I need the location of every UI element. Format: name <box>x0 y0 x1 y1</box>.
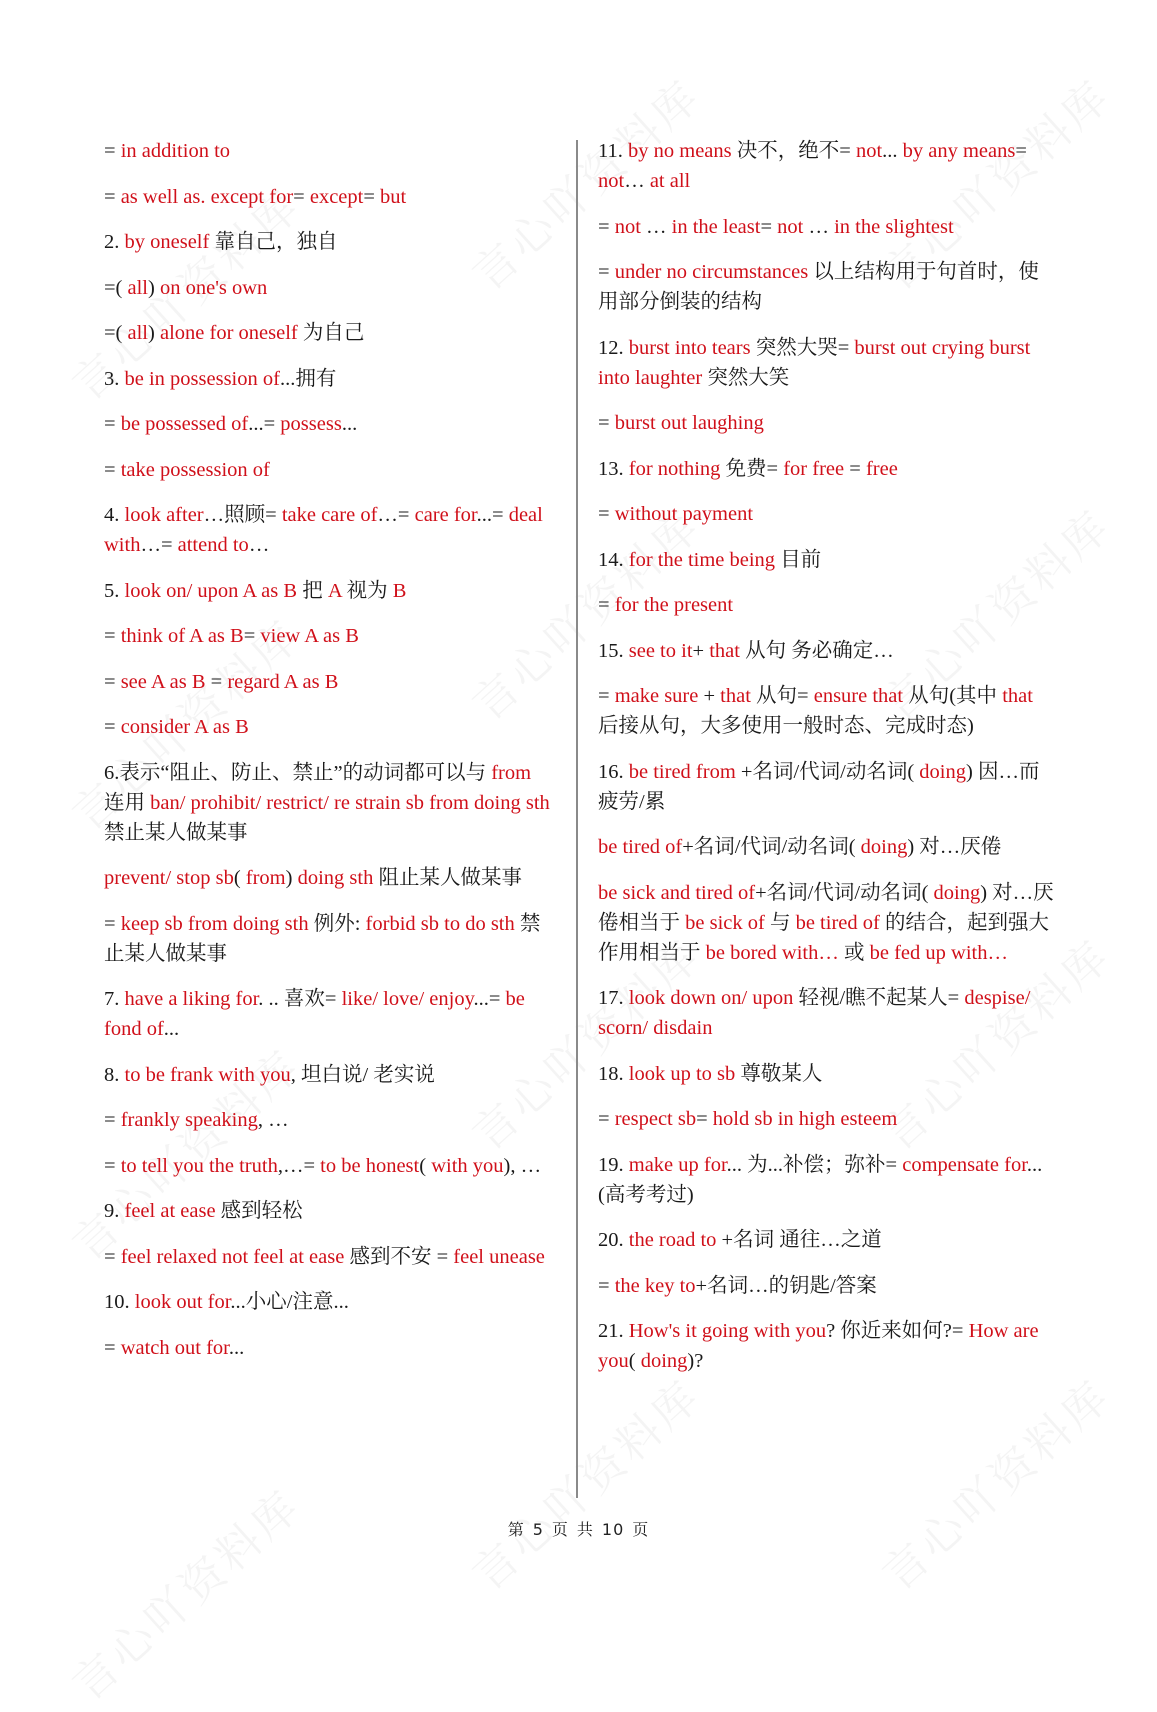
english-phrase: regard A as B <box>227 670 339 693</box>
english-phrase: look on/ upon A as B <box>124 579 298 602</box>
phrase-entry <box>104 1105 554 1135</box>
english-phrase: think of A as B <box>120 625 244 647</box>
english-phrase: despise/ scorn/ disdain <box>598 987 1031 1039</box>
chinese-gloss: +名词 通往…之道 <box>716 1229 882 1251</box>
chinese-gloss: 20. <box>598 1229 629 1251</box>
english-phrase: be tired of <box>795 911 880 934</box>
chinese-gloss: = <box>104 625 121 647</box>
english-phrase: look out for <box>134 1291 231 1313</box>
phrase-entry <box>104 667 554 697</box>
english-phrase: all <box>127 276 149 299</box>
english-phrase: be bored with… <box>705 941 839 964</box>
english-phrase: care for <box>414 504 477 526</box>
phrase-entry <box>598 878 1056 968</box>
english-phrase: take possession of <box>120 458 270 481</box>
phrase-entry <box>598 1271 1056 1301</box>
phrase-entry <box>598 681 1056 741</box>
chinese-gloss: 从句 务必确定… <box>739 639 894 662</box>
english-phrase: be fond of <box>104 988 525 1040</box>
phrase-entry <box>598 454 1056 484</box>
chinese-gloss: …照顾= <box>203 504 282 526</box>
chinese-gloss: ,…= <box>277 1154 321 1177</box>
chinese-gloss: 15. <box>598 639 629 662</box>
chinese-gloss: = <box>104 912 121 935</box>
chinese-gloss: 感到不安 = <box>344 1245 454 1268</box>
english-phrase: to be honest <box>320 1154 420 1177</box>
chinese-gloss: ? 你近来如何?= <box>826 1320 969 1342</box>
chinese-gloss: 4. <box>104 504 125 526</box>
chinese-gloss: ... <box>882 140 903 162</box>
column-divider <box>576 140 578 1498</box>
english-phrase: not <box>614 215 641 238</box>
chinese-gloss: +名词/代词/动名词( <box>682 836 861 858</box>
chinese-gloss: ... (高考考过) <box>598 1153 1043 1206</box>
english-phrase: as well as. except for <box>120 185 294 208</box>
chinese-gloss: 突然大哭= <box>750 336 855 359</box>
english-phrase: hold sb in high esteem <box>712 1108 898 1130</box>
phrase-entry <box>104 1333 554 1363</box>
english-phrase: look after <box>124 504 204 526</box>
english-phrase: consider A as B <box>120 716 249 738</box>
phrase-entry <box>598 1059 1056 1089</box>
chinese-gloss: = <box>598 685 615 707</box>
chinese-gloss: 禁止某人做某事 <box>104 821 248 844</box>
phrase-entry <box>598 212 1056 242</box>
chinese-gloss: ) 因…而疲劳/累 <box>598 760 1040 813</box>
phrase-entry <box>104 500 554 560</box>
watermark-text <box>456 1362 713 1602</box>
phrase-entry <box>598 1104 1056 1134</box>
chinese-gloss: … <box>248 534 270 556</box>
chinese-gloss: = <box>598 215 615 238</box>
english-phrase: all <box>127 322 149 344</box>
chinese-gloss: 13. <box>598 457 629 480</box>
chinese-gloss: 突然大笑 <box>702 366 790 389</box>
phrase-entry <box>104 863 554 893</box>
english-phrase: without payment <box>614 503 754 525</box>
chinese-gloss: 11. <box>598 140 628 162</box>
english-phrase: burst out laughing <box>614 412 764 434</box>
chinese-gloss: = <box>293 185 310 208</box>
phrase-entry <box>104 1287 554 1317</box>
footer-prefix: 第 <box>507 1520 525 1539</box>
chinese-gloss: …= <box>140 534 178 556</box>
english-phrase: to be frank with you <box>124 1063 291 1086</box>
phrase-entry <box>598 545 1056 575</box>
chinese-gloss: ...= <box>248 413 281 435</box>
chinese-gloss: ( <box>419 1154 432 1177</box>
english-phrase: with you <box>431 1154 504 1177</box>
chinese-gloss: = <box>598 412 615 434</box>
english-phrase: doing <box>860 836 908 858</box>
chinese-gloss: =( <box>104 322 128 344</box>
chinese-gloss: = <box>696 1108 713 1130</box>
chinese-gloss: = <box>844 457 866 480</box>
chinese-gloss: 6.表示“阻止、防止、禁止”的动词都可以与 <box>104 761 492 784</box>
chinese-gloss: … <box>803 215 835 238</box>
chinese-gloss: + <box>698 685 721 707</box>
english-phrase: keep sb from doing sth <box>120 912 309 935</box>
english-phrase: How's it going with you <box>628 1320 827 1342</box>
english-phrase: like/ love/ enjoy <box>341 988 474 1010</box>
english-phrase: in addition to <box>120 140 231 162</box>
english-phrase: the road to <box>628 1229 717 1251</box>
chinese-gloss: , … <box>257 1109 289 1131</box>
english-phrase: make up for <box>628 1153 727 1176</box>
english-phrase: burst into tears <box>628 336 751 359</box>
chinese-gloss: …= <box>377 504 415 526</box>
english-phrase: doing sth <box>297 867 374 889</box>
phrase-entry <box>598 636 1056 666</box>
english-phrase: burst out crying burst into laughter <box>598 336 1031 389</box>
english-phrase: be possessed of <box>120 413 249 435</box>
chinese-gloss: +名词/代词/动名词( <box>755 881 934 904</box>
english-phrase: be tired of <box>598 836 683 858</box>
phrase-entry <box>104 576 554 606</box>
chinese-gloss: 轻视/瞧不起某人= <box>793 987 965 1009</box>
english-phrase: view A as B <box>260 625 359 647</box>
chinese-gloss: 7. <box>104 988 125 1010</box>
chinese-gloss: )? <box>687 1350 704 1372</box>
chinese-gloss: = <box>760 215 778 238</box>
chinese-gloss: = <box>363 185 381 208</box>
chinese-gloss: =( <box>104 276 128 299</box>
chinese-gloss: +名词/代词/动名词( <box>735 760 920 783</box>
right-column <box>598 136 1056 1392</box>
english-phrase: to tell you the truth <box>120 1154 278 1177</box>
watermark-text <box>866 1362 1123 1602</box>
phrase-entry <box>104 318 554 348</box>
chinese-gloss: 3. <box>104 367 125 390</box>
english-phrase: the key to <box>614 1274 696 1297</box>
chinese-gloss: … <box>624 170 650 192</box>
chinese-gloss: 例外: <box>308 912 366 935</box>
english-phrase: be sick of <box>685 911 765 934</box>
phrase-entry <box>598 590 1056 620</box>
chinese-gloss: = <box>205 670 228 693</box>
english-phrase: doing <box>919 760 966 783</box>
chinese-gloss: ... 为...补偿；弥补= <box>726 1153 903 1176</box>
phrase-entry <box>104 621 554 651</box>
chinese-gloss: ) <box>148 276 160 299</box>
chinese-gloss: = <box>598 261 615 283</box>
chinese-gloss: ...小心/注意... <box>230 1291 349 1313</box>
english-phrase: alone for oneself <box>159 322 298 344</box>
watermark-text <box>56 1472 313 1712</box>
english-phrase: from <box>245 867 286 889</box>
english-phrase: see to it <box>628 639 693 662</box>
english-phrase: free <box>865 457 898 480</box>
chinese-gloss: = <box>598 503 615 525</box>
english-phrase: be in possession of <box>124 367 280 390</box>
phrase-entry <box>104 136 554 166</box>
phrase-entry <box>598 257 1056 317</box>
phrase-entry <box>104 1242 554 1272</box>
english-phrase: make sure <box>614 685 699 707</box>
chinese-gloss: 19. <box>598 1153 629 1176</box>
left-column <box>104 136 554 1378</box>
chinese-gloss: 21. <box>598 1320 629 1342</box>
chinese-gloss: 17. <box>598 987 629 1009</box>
chinese-gloss: = <box>104 1154 121 1177</box>
english-phrase: by oneself <box>124 231 210 253</box>
english-phrase: see A as B <box>120 670 206 693</box>
chinese-gloss: 尊敬某人 <box>735 1062 823 1085</box>
page-footer <box>0 1517 1157 1540</box>
english-phrase: respect sb <box>614 1108 697 1130</box>
chinese-gloss: 与 <box>764 911 796 934</box>
english-phrase: but <box>380 185 407 208</box>
chinese-gloss: 决不，绝不= <box>731 140 856 162</box>
english-phrase: except <box>309 185 364 208</box>
chinese-gloss: 免费= <box>720 457 784 480</box>
chinese-gloss: 为自己 <box>297 322 365 344</box>
chinese-gloss: 2. <box>104 231 125 253</box>
english-phrase: feel unease <box>453 1245 545 1268</box>
english-phrase: for free <box>783 457 845 480</box>
chinese-gloss: 后接从句，大多使用一般时态、完成时态) <box>598 715 974 737</box>
phrase-entry <box>104 909 554 969</box>
english-phrase: be fed up with… <box>869 941 1008 964</box>
chinese-gloss: 从句(其中 <box>903 685 1003 707</box>
chinese-gloss: . .. 喜欢= <box>258 988 342 1010</box>
english-phrase: from <box>491 761 532 784</box>
chinese-gloss: 从句= <box>750 685 814 707</box>
english-phrase: possess <box>280 413 342 435</box>
english-phrase: by no means <box>628 140 732 162</box>
chinese-gloss: 目前 <box>775 548 822 571</box>
phrase-entry <box>598 757 1056 817</box>
chinese-gloss: = <box>104 670 121 693</box>
chinese-gloss: = <box>104 1109 121 1131</box>
phrase-entry <box>104 227 554 257</box>
english-phrase: at all <box>649 170 691 192</box>
chinese-gloss: ...= <box>476 504 509 526</box>
phrase-entry <box>598 408 1056 438</box>
english-phrase: look up to sb <box>628 1062 736 1085</box>
english-phrase: watch out for <box>120 1336 229 1359</box>
phrase-entry <box>104 1151 554 1181</box>
chinese-gloss: = <box>598 1274 615 1297</box>
english-phrase: be tired from <box>628 760 736 783</box>
chinese-gloss: 5. <box>104 579 125 602</box>
phrase-entry <box>104 1196 554 1226</box>
chinese-gloss: 8. <box>104 1063 125 1086</box>
english-phrase: prevent/ stop sb <box>104 867 234 889</box>
english-phrase: feel relaxed not feel at ease <box>120 1245 345 1268</box>
chinese-gloss: ) 对…厌倦 <box>907 836 1002 858</box>
chinese-gloss: 9. <box>104 1200 125 1222</box>
english-phrase: ensure that <box>813 685 904 707</box>
chinese-gloss: 10. <box>104 1291 135 1313</box>
english-phrase: doing <box>640 1350 688 1372</box>
chinese-gloss: 靠自己，独自 <box>209 231 338 253</box>
english-phrase: A <box>327 579 342 602</box>
chinese-gloss: 连用 <box>104 791 151 814</box>
english-phrase: that <box>1002 685 1033 707</box>
phrase-entry <box>598 1150 1056 1210</box>
chinese-gloss: , 坦白说/ 老实说 <box>290 1063 435 1086</box>
chinese-gloss: = <box>598 594 615 616</box>
chinese-gloss: ), … <box>503 1154 542 1177</box>
chinese-gloss: = <box>104 1245 121 1268</box>
chinese-gloss: … <box>640 215 672 238</box>
chinese-gloss: + <box>692 639 710 662</box>
english-phrase: for the present <box>614 594 734 616</box>
phrase-entry <box>104 455 554 485</box>
english-phrase: in the least <box>671 215 761 238</box>
english-phrase: not <box>598 170 625 192</box>
english-phrase: under no circumstances <box>614 261 809 283</box>
english-phrase: that <box>720 685 751 707</box>
phrase-entry <box>598 136 1056 196</box>
english-phrase: be sick and tired of <box>598 881 756 904</box>
phrase-entry <box>598 499 1056 529</box>
phrase-entry <box>598 333 1056 393</box>
phrase-entry <box>104 409 554 439</box>
chinese-gloss: ( <box>233 867 246 889</box>
footer-mid2: 共 <box>576 1520 594 1539</box>
chinese-gloss: +名词…的钥匙/答案 <box>695 1274 877 1297</box>
current-page: 5 <box>532 1520 544 1539</box>
chinese-gloss: = <box>104 413 121 435</box>
phrase-entry <box>104 364 554 394</box>
chinese-gloss: ... <box>163 1018 180 1040</box>
phrase-entry <box>598 832 1056 862</box>
chinese-gloss: = <box>104 140 121 162</box>
chinese-gloss: 视为 <box>341 579 393 602</box>
chinese-gloss: 阻止某人做某事 <box>373 867 522 889</box>
chinese-gloss: ...拥有 <box>279 367 337 390</box>
phrase-entry <box>598 1225 1056 1255</box>
chinese-gloss: 18. <box>598 1062 629 1085</box>
phrase-entry <box>104 1060 554 1090</box>
english-phrase: B <box>392 579 407 602</box>
chinese-gloss: 或 <box>838 941 870 964</box>
chinese-gloss: ) <box>285 867 298 889</box>
english-phrase: doing <box>933 881 981 904</box>
chinese-gloss: ... <box>228 1336 245 1359</box>
chinese-gloss: ... <box>341 413 358 435</box>
footer-mid1: 页 <box>551 1520 569 1539</box>
chinese-gloss: ( <box>628 1350 641 1372</box>
english-phrase: take care of <box>281 504 378 526</box>
english-phrase: for nothing <box>628 457 721 480</box>
phrase-entry <box>598 1316 1056 1376</box>
chinese-gloss: = <box>104 1336 121 1359</box>
footer-suffix: 页 <box>632 1520 650 1539</box>
english-phrase: have a liking for <box>124 988 259 1010</box>
phrase-entry <box>104 273 554 303</box>
phrase-entry <box>104 182 554 212</box>
chinese-gloss: 12. <box>598 336 629 359</box>
chinese-gloss: = <box>598 1108 615 1130</box>
english-phrase: compensate for <box>902 1153 1027 1176</box>
english-phrase: forbid sb to do sth <box>365 912 515 935</box>
chinese-gloss: 感到轻松 <box>215 1200 303 1222</box>
english-phrase: that <box>709 639 740 662</box>
english-phrase: deal with <box>104 504 543 556</box>
english-phrase: by any means <box>902 140 1016 162</box>
english-phrase: not <box>777 215 804 238</box>
chinese-gloss: ...= <box>473 988 506 1010</box>
english-phrase: attend to <box>177 534 249 556</box>
chinese-gloss: = <box>104 185 121 208</box>
chinese-gloss: 14. <box>598 548 629 571</box>
chinese-gloss: 16. <box>598 760 629 783</box>
chinese-gloss: 禁止某人做某事 <box>104 912 541 965</box>
chinese-gloss: ) 对…厌倦相当于 <box>598 881 1054 934</box>
english-phrase: ban/ prohibit/ restrict/ re strain sb from doing sth <box>150 791 550 814</box>
chinese-gloss: = <box>1015 140 1027 162</box>
english-phrase: on one's own <box>159 276 268 299</box>
chinese-gloss: ) <box>148 322 160 344</box>
english-phrase: not <box>855 140 883 162</box>
english-phrase: How are you <box>598 1320 1039 1372</box>
phrase-entry <box>104 984 554 1044</box>
english-phrase: frankly speaking <box>120 1109 258 1131</box>
chinese-gloss: 把 <box>297 579 328 602</box>
chinese-gloss: 的结合，起到强大作用相当于 <box>598 911 1049 964</box>
chinese-gloss: = <box>243 625 261 647</box>
phrase-entry <box>104 712 554 742</box>
english-phrase: for the time being <box>628 548 776 571</box>
chinese-gloss: = <box>104 716 121 738</box>
chinese-gloss: 以上结构用于句首时，使用部分倒装的结构 <box>598 261 1039 313</box>
phrase-entry <box>104 758 554 848</box>
chinese-gloss: = <box>104 458 121 481</box>
phrase-entry <box>598 983 1056 1043</box>
total-pages: 10 <box>601 1520 625 1539</box>
english-phrase: look down on/ upon <box>628 987 794 1009</box>
english-phrase: feel at ease <box>124 1200 216 1222</box>
english-phrase: in the slightest <box>834 215 954 238</box>
